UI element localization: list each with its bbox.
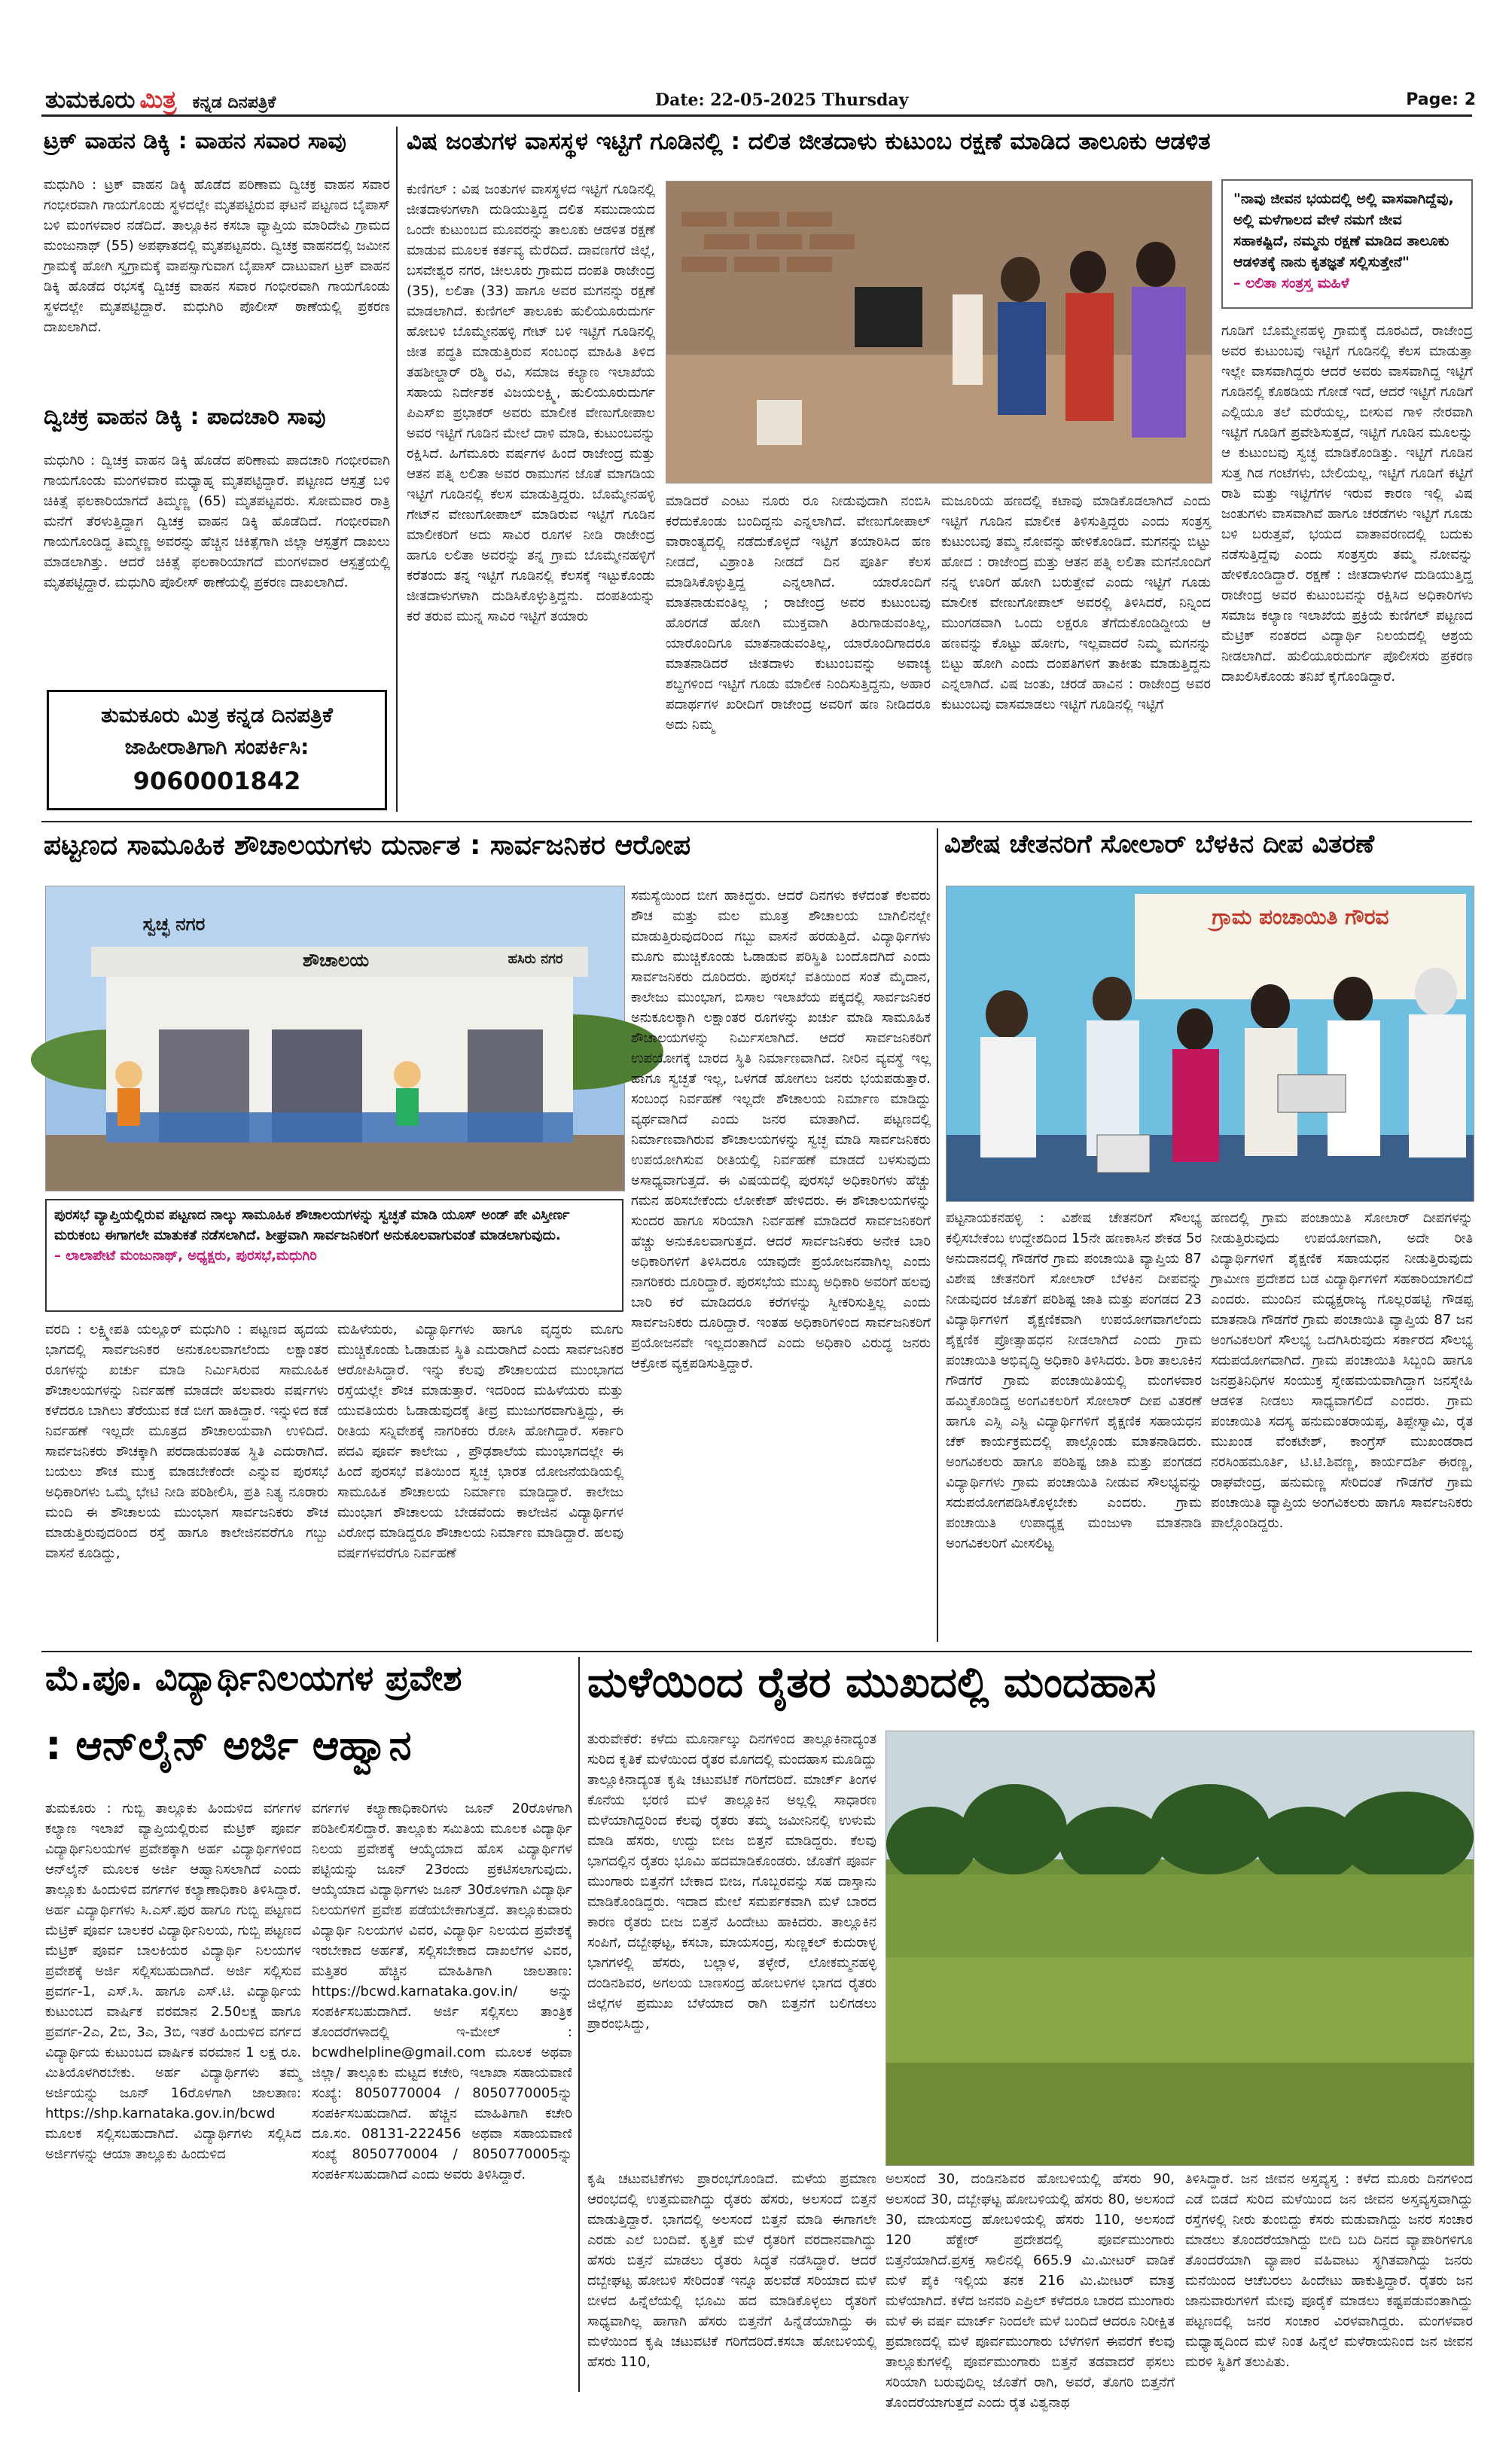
story1-quote: "ನಾವು ಜೀವನ ಭಯದಲ್ಲಿ ಅಲ್ಲಿ ವಾಸವಾಗಿದ್ದೆವು, ಅಲ್ಲಿ ಮಳೆಗಾಲದ ವೇಳೆ ನಮಗೆ ಜೀವ ಸಹಾಕಷ್ಟಿದೆ, ನಮ್ಮನು ರಕ್ಷಣೆ ಮಾಡಿದ ತಾಲೂಕು ಆಡಳಿತಕ್ಕೆ ನಾನು ಕೃತಜ್ಞತೆ ಸಲ್ಲಿಸುತ್ತೇನೆ" [1233, 191, 1454, 270]
story5-intro: ತುರುವೇಕೆರೆ: ಕಳೆದು ಮೂರ್ನಾಲ್ಕು ದಿನಗಳಿಂದ ತಾಲ್ಲೂಕಿನಾದ್ಯಂತ ಸುರಿದ ಕೃತಿಕೆ ಮಳೆಯಿಂದ ರೈತರ ಮೊಗದಲ್ಲಿ ಮಂದಹಾಸ ಮೂಡಿದ್ದು ತಾಲ್ಲೂಕಿನಾದ್ಯಂತ ಕೃಷಿ ಚಟುವಟಿಕೆ ಗರಿಗೆದರಿದೆ. ಮಾರ್ಚ್ ತಿಂಗಳ ಕೊನೆಯ ಭರಣಿ ಮಳೆ ತಾಲ್ಲೂಕಿನ ಅಲ್ಲಲ್ಲಿ ಸಾಧಾರಣ ಮಳೆಯಾಗಿದ್ದರಿಂದ ಕೆಲವು ರೈತರು ತಮ್ಮ ಜಮೀನಿನಲ್ಲಿ ಉಳುಮೆ ಮಾಡಿ ಹೆಸರು, ಉದ್ದು ಬೀಜ ಬಿತ್ತನೆ ಮಾಡಿದ್ದರು. ಕೆಲವು ಭಾಗದಲ್ಲಿನ ರೈತರು ಭೂಮಿ ಹದಮಾಡಿಕೊಂಡರು. ಜೊತೆಗೆ ಪೂರ್ವ ಮುಂಗಾರು ಬಿತ್ತನೆಗೆ ಬೇಕಾದ ಬೀಜ, ಗೊಬ್ಬರವನ್ನು ಸಹ ದಾಸ್ತಾನು ಮಾಡಿಕೊಂಡಿದ್ದರು. ಇದಾದ ಮೇಲೆ ಸಮರ್ಪಕವಾಗಿ ಮಳೆ ಬಾರದ ಕಾರಣ ರೈತರು ಬೀಜ ಬಿತ್ತನೆ ಹಿಂದೇಟು ಹಾಕಿದರು. ತಾಲ್ಲೂಕಿನ ಸಂಪಿಗೆ, ದಬ್ಬೇಘಟ್ಟ, ಕಸಬಾ, ಮಾಯಸಂದ್ರ, ಸುಣ್ಣಕಲ್ ಕುದುರಾಳ್ಳ ಭಾಗಗಳಲ್ಲಿ ಹೆಸರು, ಬಲ್ಲಾಳ, ತಳ್ಳೇರೆ, ಲೋಕಮ್ಮನಹಳ್ಳಿ ದಂಡಿನಶಿವರ, ಅಗಲಯ ಬಾಣಸಂದ್ರ ಹೋಬಳಿಗಳ ಭಾಗದ ರೈತರು ಜಿಲ್ಲೆಗಳ ಪ್ರಮುಖ ಬೆಳೆಯಾದ ರಾಗಿ ಬಿತ್ತನೆಗೆ ಬಲಿಗಡಲು ಪ್ರಾರಂಭಿಸಿದ್ದು, [587, 1731, 876, 2032]
story4-col1: ತುಮಕೂರು : ಗುಬ್ಬಿ ತಾಲ್ಲೂಕು ಹಿಂದುಳಿದ ವರ್ಗಗಳ ಕಲ್ಯಾಣ ಇಲಾಖೆ ವ್ಯಾಪ್ತಿಯಲ್ಲಿರುವ ಮೆಟ್ರಿಕ್ ಪೂರ್ವ ವಿದ್ಯಾರ್ಥಿನಿಲಯಗಳ ಪ್ರವೇಶಕ್ಕಾಗಿ ಅರ್ಹ ವಿದ್ಯಾರ್ಥಿಗಳಿಂದ ಆನ್‌ಲೈನ್ ಮೂಲಕ ಅರ್ಜಿ ಆಹ್ವಾನಿಸಲಾಗಿದೆ ಎಂದು ತಾಲ್ಲೂಕು ಹಿಂದುಳಿದ ವರ್ಗಗಳ ಕಲ್ಯಾಣಾಧಿಕಾರಿ ತಿಳಿಸಿದ್ದಾರೆ. ಅರ್ಹ ವಿದ್ಯಾರ್ಥಿಗಳು ಸಿ.ಎಸ್.ಪುರ ಹಾಗೂ ಗುಬ್ಬಿ ಪಟ್ಟಣದ ಮೆಟ್ರಿಕ್ ಪೂರ್ವ ಬಾಲಕರ ವಿದ್ಯಾರ್ಥಿನಿಲಯ, ಗುಬ್ಬಿ ಪಟ್ಟಣದ ಮೆಟ್ರಿಕ್ ಪೂರ್ವ ಬಾಲಕಿಯರ ವಿದ್ಯಾರ್ಥಿ ನಿಲಯಗಳ ಪ್ರವೇಶಕ್ಕೆ ಅರ್ಜಿ ಸಲ್ಲಿಸಬಹುದಾಗಿದೆ. ಅರ್ಜಿ ಸಲ್ಲಿಸುವ ಪ್ರವರ್ಗ-1, ಎಸ್.ಸಿ. ಹಾಗೂ ಎಸ್.ಟಿ. ವಿದ್ಯಾರ್ಥಿಯ ಕುಟುಂಬದ ವಾರ್ಷಿಕ ವರಮಾನ 2.50ಲಕ್ಷ ಹಾಗೂ ಪ್ರವರ್ಗ-2ಎ, 2ಬಿ, 3ಎ, 3ಬಿ, ಇತರೆ ಹಿಂದುಳಿದ ವರ್ಗದ ವಿದ್ಯಾರ್ಥಿಯ ಕುಟುಂಬದ ವಾರ್ಷಿಕ ವರಮಾನ 1 ಲಕ್ಷ ರೂ. ಮಿತಿಯೊಳಗಿರಬೇಕು. ಅರ್ಹ ವಿದ್ಯಾರ್ಥಿಗಳು ತಮ್ಮ ಅರ್ಜಿಯನ್ನು ಜೂನ್ 16ರೊಳಗಾಗಿ ಜಾಲತಾಣ: https://shp.karnataka.gov.in/bcwd ಮೂಲಕ ಸಲ್ಲಿಸಬಹುದಾಗಿದೆ. ವಿದ್ಯಾರ್ಥಿಗಳು ಸಲ್ಲಿಸಿದ ಅರ್ಜಿಗಳನ್ನು ಆಯಾ ತಾಲ್ಲೂಕು ಹಿಂದುಳಿದ [45, 1801, 301, 2162]
section-rule-1 [41, 821, 1472, 822]
story1-headline: ವಿಷ ಜಂತುಗಳ ವಾಸಸ್ಥಳ ಇಟ್ಟಿಗೆ ಗೂಡಿನಲ್ಲಿ : ದಲಿತ ಜೀತದಾಳು ಕುಟುಂಬ ರಕ್ಷಣೆ ಮಾಡಿದ ತಾಲೂಕು ಆಡಳಿತ [407, 128, 1211, 155]
ad-box [47, 690, 387, 810]
brick-kiln-scene-illustration [666, 181, 1212, 483]
story1-col1: ಕುಣಿಗಲ್ : ವಿಷ ಜಂತುಗಳ ವಾಸಸ್ಥಳದ ಇಟ್ಟಿಗೆ ಗೂಡಿನಲ್ಲಿ ಜೀತದಾಳುಗಳಾಗಿ ದುಡಿಯುತ್ತಿದ್ದ ದಲಿತ ಸಮುದಾಯದ ಒಂದೇ ಕುಟುಂಬದ ಮೂವರನ್ನು ತಾಲೂಕು ಆಡಳಿತ ರಕ್ಷಣೆ ಮಾಡುವ ಮೂಲಕ ಕರ್ತವ್ಯ ಮೆರೆದಿದೆ. ದಾವಣಗೆರೆ ಜಿಲ್ಲೆ, ಬಸವೇಶ್ವರ ನಗರ, ಚೀಲೂರು ಗ್ರಾಮದ ದಂಪತಿ ರಾಜೇಂದ್ರ (35), ಲಲಿತಾ (33) ಹಾಗೂ ಅವರ ಮಗನನ್ನು ರಕ್ಷಣೆ ಮಾಡಲಾಗಿದೆ. ಕುಣಿಗಲ್ ತಾಲೂಕು ಹುಲಿಯೂರುದುರ್ಗ ಹೋಬಳಿ ಬೊಮ್ಮೇನಹಳ್ಳಿ ಗೇಟ್ ಬಳಿ ಇಟ್ಟಿಗೆ ಗೂಡಿನಲ್ಲಿ ಜೀತ ಪದ್ಧತಿ ಮಾಡುತ್ತಿರುವ ಸಂಬಂಧ ಮಾಹಿತಿ ತಿಳಿದ ತಹಶೀಲ್ದಾರ್ ರಶ್ಮಿ ರವಿ, ಸಮಾಜ ಕಲ್ಯಾಣ ಇಲಾಖೆಯ ಸಹಾಯ ನಿರ್ದೇಶಕ ವಿಜಯಲಕ್ಷ್ಮಿ, ಹುಲಿಯೂರುದುರ್ಗ ಪಿಎಸ್‌ಐ ಪ್ರಭಾಕರ್ ಅವರು ಮಾಲೀಕ ವೇಣುಗೋಪಾಲ ಅವರ ಇಟ್ಟಿಗೆ ಗೂಡಿನ ಮೇಲೆ ದಾಳಿ ಮಾಡಿ, ಕುಟುಂಬವನ್ನು ರಕ್ಷಿಸಿದೆ. ಹಿಗೆಮೂರು ವರ್ಷಗಳ ಹಿಂದೆ ರಾಜೇಂದ್ರ ಮತ್ತು ಆತನ ಪತ್ನಿ ಲಲಿತಾ ಅವರ ರಾಮುಗನ ಜೊತೆ ಮಾಗಡಿಯ ಇಟ್ಟಿಗೆ ಗೂಡಿನಲ್ಲಿ ಕೆಲಸ ಮಾಡುತ್ತಿದ್ದರು. ಬೊಮ್ಮೇನಹಳ್ಳಿ ಗೇಟ್‌ನ ವೇಣುಗೋಪಾಲ್ ಮಾಡಿರುವ ಇಟ್ಟಿಗೆ ಗೂಡಿನ ಮಾಲೀಕರಿಗೆ ಅದು ಸಾವಿರ ರೂಗಳ ನೀಡಿ ರಾಜೇಂದ್ರ ಹಾಗೂ ಲಲಿತಾ ಅವರನ್ನು ತನ್ನ ಗ್ರಾಮ ಬೊಮ್ಮೇನಹಳ್ಳಿಗೆ ಕರೆತಂದು ತನ್ನ ಇಟ್ಟಿಗೆ ಗೂಡಿನಲ್ಲಿ ಕೆಲಸಕ್ಕೆ ಇಟ್ಟುಕೊಂಡು ಜೀತದಾಳುಗಳಾಗಿ ದುಡಿಸಿಕೊಳ್ಳುತ್ತಿದ್ದನು. ದಂಪತಿಯನ್ನು ಕರೆ ತರುವ ಮುನ್ನ ಸಾವಿರ ಇಟ್ಟಿಗೆ ತಯಾರು [407, 181, 655, 624]
story2-photo [45, 886, 625, 1191]
brief2-headline: ದ್ವಿಚಕ್ರ ವಾಹನ ಡಿಕ್ಕಿ : ಪಾದಚಾರಿ ಸಾವು [44, 404, 326, 430]
story4-headline-l1: ಮೆ.ಪೂ. ವಿದ್ಯಾರ್ಥಿನಿಲಯಗಳ ಪ್ರವೇಶ [45, 1658, 462, 1698]
toilet-sign-toilet: ಶೌಚಾಲಯ [302, 950, 370, 971]
masthead-tagline: ಕನ್ನಡ ದಿನಪತ್ರಿಕೆ [192, 93, 276, 112]
story2-caption: ಪುರಸಭೆ ವ್ಯಾಪ್ತಿಯಲ್ಲಿರುವ ಪಟ್ಟಣದ ನಾಲ್ಕು ಸಾಮೂಹಿಕ ಶೌಚಾಲಯಗಳನ್ನು ಸ್ವಚ್ಛತೆ ಮಾಡಿ ಯೂಸ್ ಅಂಡ್ ಪೇ ವಿಸ್ತೀರ್ಣ ಮರುಕಂಬ ಈಗಾಗಲೇ ಮಾತುಕತೆ ನಡೆಸಲಾಗಿದೆ. ಶೀಘ್ರವಾಗಿ ಸಾರ್ವಜನಿಕರಿಗೆ ಅನುಕೂಲವಾಗುವಂತೆ ಮಾಡಲಾಗುವುದು. [54, 1207, 570, 1243]
ad-line2: ಜಾಹೀರಾತಿಗಾಗಿ ಸಂಪರ್ಕಿಸಿ: [124, 734, 309, 759]
story3-banner: ಗ್ರಾಮ ಪಂಚಾಯಿತಿ ಗೌರವ [1212, 904, 1389, 929]
rain-fed-field-illustration [886, 1731, 1474, 2165]
masthead-rule [41, 114, 1472, 117]
story2-story3-divider [937, 828, 938, 1642]
story1-col2: ಮಾಡಿದರೆ ಎಂಟು ನೂರು ರೂ ನೀಡುವುದಾಗಿ ನಂಬಿಸಿ ಕರೆದುಕೊಂಡು ಬಂದಿದ್ದನು ಎನ್ನಲಾಗಿದೆ. ವೇಣುಗೋಪಾಲ್ ವಾರಾಂತ್ಯದಲ್ಲಿ ನಡೆದುಕೊಳ್ಳದೆ ಇಟ್ಟಿಗೆ ತಯಾರಿಸಿದ ಹಣ ನೀಡದೆ, ವಿಶ್ರಾಂತಿ ನೀಡದೆ ದಿನ ಪೂರ್ತಿ ಕೆಲಸ ಮಾಡಿಸಿಕೊಳ್ಳುತ್ತಿದ್ದ ಎನ್ನಲಾಗಿದೆ. ಯಾರೊಂದಿಗೆ ಮಾತನಾಡುವಂತಿಲ್ಲ ; ರಾಜೇಂದ್ರ ಅವರ ಕುಟುಂಬವು ಹೊರಗಡೆ ಹೋಗಿ ಮುಕ್ತವಾಗಿ ತಿರುಗಾಡುವಂತಿಲ್ಲ, ಯಾರೊಂದಿಗೂ ಮಾತನಾಡುವಂತಿಲ್ಲ, ಯಾರೊಂದಿಗಾದರೂ ಮಾತನಾಡಿದರೆ ಜೀತದಾಳು ಕುಟುಂಬವನ್ನು ಅವಾಚ್ಯ ಶಬ್ದಗಳಿಂದ ಇಟ್ಟಿಗೆ ಗೂಡು ಮಾಲೀಕ ನಿಂದಿಸುತ್ತಿದ್ದನು, ಅಹಾರ ಪದಾರ್ಥಗಳ ಖರೀದಿಗೆ ರಾಜೇಂದ್ರ ಅವರಿಗೆ ಹಣ ನೀಡಿದರೂ ಅದು ನಿಮ್ಮ [666, 493, 931, 733]
story1-col3: ಮಜೂರಿಯ ಹಣದಲ್ಲಿ ಕಟಾವು ಮಾಡಿಕೊಡಲಾಗಿದೆ ಎಂದು ಇಟ್ಟಿಗೆ ಗೂಡಿನ ಮಾಲೀಕ ತಿಳಿಸುತ್ತಿದ್ದರು ಎಂದು ಸಂತ್ರಸ್ತ ಕುಟುಂಬವು ತಮ್ಮ ನೋವನ್ನು ಹೇಳಿಕೊಂಡಿದೆ. ಮಗನನ್ನು ಬಿಟ್ಟು ಹೋದ : ರಾಜೇಂದ್ರ ಮತ್ತು ಆತನ ಪತ್ನಿ ಲಲಿತಾ ಮಗನೊಂದಿಗೆ ನನ್ನ ಊರಿಗೆ ಹೋಗಿ ಬರುತ್ತೇವೆ ಎಂದು ಇಟ್ಟಿಗೆ ಗೂಡು ಮಾಲೀಕ ವೇಣುಗೋಪಾಲ್ ಅವರಲ್ಲಿ ತಿಳಿಸಿದರೆ, ನಿನ್ನಿಂದ ಮುಂಗಡವಾಗಿ ಒಂದು ಲಕ್ಷರೂ ತೆಗೆದುಕೊಂಡಿದ್ದೀಯ ಆ ಹಣವನ್ನು ಕೊಟ್ಟು ಹೋಗು, ಇಲ್ಲವಾದರೆ ನಿಮ್ಮ ಮಗನನ್ನು ಬಿಟ್ಟು ಹೋಗಿ ಎಂದು ದಂಪತಿಗಳಿಗೆ ತಾಕೀತು ಮಾಡುತ್ತಿದ್ದನು ಎನ್ನಲಾಗಿದೆ. ವಿಷ ಜಂತು, ಚರಡೆ ಹಾವಿನ : ರಾಜೇಂದ್ರ ಅವರ ಕುಟುಂಬವು ವಾಸಮಾಡಲು ಇಟ್ಟಿಗೆ ಗೂಡಿನಲ್ಲಿ ಇಟ್ಟಿಗೆ [941, 493, 1211, 712]
story3-headline: ವಿಶೇಷ ಚೇತನರಿಗೆ ಸೋಲಾರ್ ಬೆಳಕಿನ ದೀಪ ವಿತರಣೆ [944, 829, 1375, 859]
ad-line1: ತುಮಕೂರು ಮಿತ್ರ ಕನ್ನಡ ದಿನಪತ್ರಿಕೆ [101, 703, 333, 727]
story4-story5-divider [578, 1657, 580, 2392]
section-rule-2 [41, 1651, 1472, 1652]
masthead-date: Date: 22-05-2025 Thursday [655, 90, 909, 110]
story2-headline: ಪಟ್ಟಣದ ಸಾಮೂಹಿಕ ಶೌಚಾಲಯಗಳು ದುರ್ನಾತ : ಸಾರ್ವಜನಿಕರ ಆರೋಪ [44, 830, 691, 861]
brief1-body: ಮಧುಗಿರಿ : ಟ್ರಕ್ ವಾಹನ ಡಿಕ್ಕಿ ಹೊಡೆದ ಪರಿಣಾಮ ದ್ವಿಚಕ್ರ ವಾಹನ ಸವಾರ ಗಂಭೀರವಾಗಿ ಗಾಯಗೊಂಡು ಸ್ಥಳದಲ್ಲೇ ಮೃತಪಟ್ಟಿರುವ ಘಟನೆ ಪಟ್ಟಣದ ಬೈಪಾಸ್ ಬಳಿ ಮಂಗಳವಾರ ನಡೆದಿದೆ. ತಾಲ್ಲೂಕಿನ ಕಸಬಾ ವ್ಯಾಪ್ತಿಯ ಮಾರಿದೇವಿ ಗ್ರಾಮದ ಮಂಜುನಾಥ್ (55) ಅಪಘಾತದಲ್ಲಿ ಮೃತಪಟ್ಟವರು. ದ್ವಿಚಕ್ರ ವಾಹನದಲ್ಲಿ ಜಮೀನ ಗ್ರಾಮಕ್ಕೆ ಹೋಗಿ ಸ್ವಗ್ರಾಮಕ್ಕೆ ವಾಪಸ್ಸಾಗುವಾಗ ಬೈಪಾಸ್ ದಾಟುವಾಗ ಟ್ರಕ್ ವಾಹನ ಡಿಕ್ಕಿ ಹೊಡೆದ ರಭಸಕ್ಕೆ ದ್ವಿಚಕ್ರ ವಾಹನ ಸವಾರ ಗಂಭೀರವಾಗಿ ಗಾಯಗೊಂಡು ಸ್ಥಳದಲ್ಲೇ ಮೃತಪಟ್ಟಿದ್ದಾರೆ. ಮಧುಗಿರಿ ಪೊಲೀಸ್ ಠಾಣೆಯಲ್ಲಿ ಪ್ರಕರಣ ದಾಖಲಾಗಿದೆ. [44, 177, 390, 335]
story4-headline-l2: : ಆನ್‌ಲೈನ್ ಅರ್ಜಿ ಆಹ್ವಾನ [45, 1722, 412, 1769]
story5-photo [886, 1731, 1474, 2166]
toilet-sign-green-city: ಹಸಿರು ನಗರ [508, 951, 563, 967]
story1-photo [666, 181, 1212, 483]
story2-caption-box [45, 1199, 623, 1312]
toilet-sign-clean-city: ಸ್ವಚ್ಛ ನಗರ [142, 913, 206, 935]
left-column-divider [396, 127, 398, 812]
masthead-name-b: ಮಿತ್ರ [139, 85, 177, 114]
story1-quote-box [1221, 179, 1473, 309]
story1-col4: ಗೂಡಿಗೆ ಬೊಮ್ಮೇನಹಳ್ಳಿ ಗ್ರಾಮಕ್ಕೆ ದೂರವಿದೆ, ರಾಜೇಂದ್ರ ಅವರ ಕುಟುಂಬವು ಇಟ್ಟಿಗೆ ಗೂಡಿನಲ್ಲಿ ಕೆಲಸ ಮಾಡುತ್ತಾ ಇಲ್ಲೇ ವಾಸವಾಗಿದ್ದರು ಆದರೆ ಅವರು ವಾಸವಾಗಿದ್ದ ಇಟ್ಟಿಗೆ ಗೂಡಿನಲ್ಲಿ ಕೊಠಡಿಯ ಗೋಡೆ ಇದೆ, ಆದರೆ ಇಟ್ಟಿಗೆ ಗೂಡಿಗೆ ಎಲ್ಲಿಯೂ ತಲೆ ಮರೆಯಲ್ಲ, ಬೀಸುವ ಗಾಳಿ ನೇರವಾಗಿ ಇಟ್ಟಿಗೆ ಗೂಡಿಗೆ ಪ್ರವೇಶಿಸುತ್ತದೆ, ಇಟ್ಟಿಗೆ ಗೂಡಿನ ಮೂಲನ್ನು ಆ ಕುಟುಂಬವು ಸ್ವಚ್ಛ ಮಾಡಿಕೊಂಡಿತ್ತು. ಇಟ್ಟಿಗೆ ಗೂಡಿನ ಸುತ್ತ ಗಿಡ ಗಂಟೆಗಳು, ಬೇಲಿಯಲ್ಲ, ಇಟ್ಟಿಗೆ ಗೂಡಿಗೆ ಕಟ್ಟಿಗೆ ರಾಶಿ ಮತ್ತು ಇಟ್ಟಿಗೆಗಳ ಇರುವ ಕಾರಣ ಇಲ್ಲಿ ವಿಷ ಜಂತುಗಳು ವಾಸವಾಗಿವೆ ಹಾಗೂ ಚರಡೆಗಳು ಇಟ್ಟಿಗೆ ಗೂಡು ಬಳಿ ಬರುತ್ತವೆ, ಭಯದ ವಾತಾವರಣದಲ್ಲಿ ಬದುಕು ನಡೆಸುತ್ತಿದ್ದೆವು ಎಂದು ಸಂತ್ರಸ್ತರು ತಮ್ಮ ನೋವನ್ನು ಹೇಳಿಕೊಂಡಿದ್ದಾರೆ. ರಕ್ಷಣೆ : ಜೀತದಾಳುಗಳ ದುಡಿಯುತ್ತಿದ್ದ ರಾಜೇಂದ್ರ ಅವರ ಕುಟುಂಬವನ್ನು ರಕ್ಷಿಸಿದ ಅಧಿಕಾರಿಗಳು ಸಮಾಜ ಕಲ್ಯಾಣ ಇಲಾಖೆಯ ಪ್ರಕ್ರಿಯೆ ಕುಣಿಗಲ್ ಪಟ್ಟಣದ ಮೆಟ್ರಿಕ್ ನಂತರದ ವಿದ್ಯಾರ್ಥಿ ನಿಲಯದಲ್ಲಿ ಆಶ್ರಯ ನೀಡಲಾಗಿದೆ. ಹುಲಿಯೂರುದುರ್ಗ ಪೊಲೀಸರು ಪ್ರಕರಣ ದಾಖಲಿಸಿಕೊಂಡು ತನಿಖೆ ಕೈಗೊಂಡಿದ್ದಾರೆ. [1221, 323, 1473, 685]
brief1-headline: ಟ್ರಕ್ ವಾಹನ ಡಿಕ್ಕಿ : ವಾಹನ ಸವಾರ ಸಾವು [44, 128, 346, 154]
story2-caption-by: – ಲಾಲಾಪೇಟೆ ಮಂಜುನಾಥ್, ಅಧ್ಯಕ್ಷರು, ಪುರಸಭೆ,ಮಧುಗಿರಿ [54, 1248, 317, 1264]
story5-col3: ತಿಳಿಸಿದ್ದಾರೆ. ಜನ ಜೀವನ ಅಸ್ತವ್ಯಸ್ತ : ಕಳೆದ ಮೂರು ದಿನಗಳಿಂದ ಎಡೆ ಬಿಡದೆ ಸುರಿದ ಮಳೆಯಿಂದ ಜನ ಜೀವನ ಅಸ್ತವ್ಯಸ್ತವಾಗಿದ್ದು ರಸ್ತೆಗಳಲ್ಲಿ ನೀರು ತುಂಬಿದ್ದು ಕೆಸರು ಮಡುವಾಗಿದ್ದು ಜನರ ಸಂಚಾರ ಮಾಡಲು ತೊಂದರೆಯಾಗಿದ್ದು ಬೀದಿ ಬದಿ ದಿನದ ವ್ಯಾಪಾರಿಗಳಿಗೂ ತೊಂದರೆಯಾಗಿ ವ್ಯಾಪಾರ ವಹಿವಾಟು ಸ್ಥಗಿತವಾಗಿದ್ದು ಜನರು ಮನೆಯಿಂದ ಆಚೆಬರಲು ಹಿಂದೇಟು ಹಾಕುತ್ತಿದ್ದಾರೆ. ರೈತರು ಜನ ಜಾನುವಾರುಗಳಿಗೆ ಮೇವು ಪೂರೈಕೆ ಮಾಡಲು ಕಷ್ಟಪಡುವಂತಾಗಿದ್ದು ಪಟ್ಟಣದಲ್ಲಿ ಜನರ ಸಂಚಾರ ವಿರಳವಾಗಿದ್ದರು. ಮಂಗಳವಾರ ಮಧ್ಯಾಹ್ನದಿಂದ ಮಳೆ ನಿಂತ ಹಿನ್ನೆಲೆ ಮಳೆರಾಯನಿಂದ ಜನ ಜೀವನ ಮರಳಿ ಸ್ಥಿತಿಗೆ ತಲುಪಿತು. [1185, 2171, 1473, 2370]
masthead-name-a: ತುಮಕೂರು [45, 85, 136, 114]
story5-col1: ಕೃಷಿ ಚಟುವಟಿಕೆಗಳು ಪ್ರಾರಂಭಗೊಂಡಿದೆ. ಮಳೆಯ ಪ್ರಮಾಣ ಆರಂಭದಲ್ಲಿ ಉತ್ತಮವಾಗಿದ್ದು ರೈತರು ಹೆಸರು, ಅಲಸಂದೆ ಬಿತ್ತನೆ ಮಾಡುತ್ತಿದ್ದಾರೆ. ಭಾಗದಲ್ಲಿ ಅಲಸಂದೆ ಬಿತ್ತನೆ ಮಾಡಿ ಈಗಾಗಲೇ ಎರಡು ಎಲೆ ಬಂದಿವೆ. ಕೃತ್ತಿಕೆ ಮಳೆ ರೈತರಿಗೆ ವರದಾನವಾಗಿದ್ದು ಹೆಸರು ಬಿತ್ತನೆ ಮಾಡಲು ರೈತರು ಸಿದ್ಧತೆ ನಡೆಸಿದ್ದಾರೆ. ಆದರೆ ದಬ್ಬೇಘಟ್ಟ ಹೋಬಳಿ ಸೇರಿದಂತೆ ಇನ್ನೂ ಹಲವೆಡೆ ಸರಿಯಾದ ಮಳೆ ಬೀಳದ ಹಿನ್ನೆಲೆಯಲ್ಲಿ ಭೂಮಿ ಹದ ಮಾಡಿಕೊಳ್ಳಲು ರೈತರಿಗೆ ಸಾಧ್ಯವಾಗಿಲ್ಲ ಹಾಗಾಗಿ ಹೆಸರು ಬಿತ್ತನೆಗೆ ಹಿನ್ನೆಡೆಯಾಗಿದ್ದು ಈ ಮಳೆಯಿಂದ ಕೃಷಿ ಚಟುವಟಿಕೆ ಗರಿಗೆದರಿದೆ.ಕಸಬಾ ಹೋಬಳಿಯಲ್ಲಿ ಹೆಸರು 110, [587, 2171, 876, 2370]
story2-col2: ಮಹಿಳೆಯರು, ವಿದ್ಯಾರ್ಥಿಗಳು ಹಾಗೂ ವೃದ್ಧರು ಮೂಗು ಮುಚ್ಚಿಕೊಂಡು ಓಡಾಡುವ ಸ್ಥಿತಿ ಎದುರಾಗಿದೆ ಎಂದು ಸಾರ್ವಜನಿಕರ ಆರೋಪಿಸಿದ್ದಾರೆ. ಇನ್ನು ಕೆಲವು ಶೌಚಾಲಯದ ಮುಂಭಾಗದ ರಸ್ತೆಯಲ್ಲೇ ಶೌಚ ಮಾಡುತ್ತಾರೆ. ಇದರಿಂದ ಮಹಿಳೆಯರು ಮತ್ತು ಯುವತಿಯರು ಓಡಾಡುವುದಕ್ಕೆ ತೀವ್ರ ಮುಜುಗರವಾಗುತ್ತಿದ್ದು, ಈ ರೀತಿಯ ಸನ್ನಿವೇಶಕ್ಕೆ ನಾಗರಿಕರು ರೋಸಿ ಹೋಗಿದ್ದಾರೆ. ಸರ್ಕಾರಿ ಪದವಿ ಪೂರ್ವ ಕಾಲೇಜು , ಪ್ರೌಢಶಾಲೆಯ ಮುಂಭಾಗದಲ್ಲೇ ಈ ಹಿಂದೆ ಪುರಸಭೆ ವತಿಯಿಂದ ಸ್ವಚ್ಛ ಭಾರತ ಯೋಜನೆಯಡಿಯಲ್ಲಿ ಸಾಮೂಹಿಕ ಶೌಚಾಲಯ ನಿರ್ಮಾಣ ಮಾಡಿದ್ದಾರೆ. ಕಾಲೇಜು ಮುಂಭಾಗ ಶೌಚಾಲಯ ಬೇಡವೆಂದು ಕಾಲೇಜಿನ ವಿದ್ಯಾರ್ಥಿಗಳ ವಿರೋಧ ಮಾಡಿದ್ದರೂ ಶೌಚಾಲಯ ನಿರ್ಮಾಣ ಮಾಡಿದ್ದಾರೆ. ಹಲವು ವರ್ಷಗಳವರೆಗೂ ನಿರ್ವಹಣೆ [337, 1322, 623, 1561]
story5-headline: ಮಳೆಯಿಂದ ರೈತರ ಮುಖದಲ್ಲಿ ಮಂದಹಾಸ [587, 1658, 1157, 1707]
story1-quote-by: – ಲಲಿತಾ ಸಂತ್ರಸ್ತ ಮಹಿಳೆ [1233, 275, 1349, 291]
story2-col3: ಸಮಸ್ಯೆಯಿಂದ ಬೀಗ ಹಾಕಿದ್ದರು. ಆದರೆ ದಿನಗಳು ಕಳೆದಂತೆ ಕೆಲವರು ಶೌಚ ಮತ್ತು ಮಲ ಮೂತ್ರ ಶೌಚಾಲಯ ಬಾಗಿಲಿನಲ್ಲೇ ಮಾಡುತ್ತಿರುವುದರಿಂದ ಗಬ್ಬು ವಾಸನೆ ಹರಡುತ್ತಿದೆ. ವಿದ್ಯಾರ್ಥಿಗಳು ಮೂಗು ಮುಚ್ಚಿಕೊಂಡು ಓಡಾಡುವ ಪರಿಸ್ಥಿತಿ ಬಂದೊದಗಿದೆ ಎಂದು ಸಾರ್ವಜನಿಕರು ದೂರಿದರು. ಪುರಸಭೆ ವತಿಯಿಂದ ಸಂತೆ ಮೈದಾನ, ಕಾಲೇಜು ಮುಂಭಾಗ, ಬಿಸಾಲ ಇಲಾಖೆಯ ಪಕ್ಕದಲ್ಲಿ ಸಾರ್ವಜನಿಕರ ಅನುಕೂಲಕ್ಕಾಗಿ ಲಕ್ಷಾಂತರ ರೂಗಳನ್ನು ಖರ್ಚು ಮಾಡಿ ಸಾಮೂಹಿಕ ಶೌಚಾಲಯಗಳನ್ನು ನಿರ್ಮಿಸಲಾಗಿದೆ. ಆದರೆ ಸಾರ್ವಜನಿಕರಿಗೆ ಉಪಯೋಗಕ್ಕೆ ಬಾರದ ಸ್ಥಿತಿ ನಿರ್ಮಾಣವಾಗಿದೆ. ನೀರಿನ ವ್ಯವಸ್ಥೆ ಇಲ್ಲ ಹಾಗೂ ಸ್ವಚ್ಛತೆ ಇಲ್ಲ, ಒಳಗಡೆ ಹೋಗಲು ಜನರು ಭಯಪಡುತ್ತಾರೆ. ಸಂಬಂಧ ನಿರ್ವಹಣೆ ಇಲ್ಲದೇ ಶೌಚಾಲಯ ನಿರ್ಮಾಣ ಮಾಡಿದ್ದು ವ್ಯರ್ಥವಾಗಿದೆ ಎಂದು ಜನರ ಮಾತಾಗಿದೆ. ಪಟ್ಟಣದಲ್ಲಿ ನಿರ್ಮಾಣವಾಗಿರುವ ಶೌಚಾಲಯಗಳನ್ನು ಸ್ವಚ್ಛ ಮಾಡಿ ಸಾರ್ವಜನಿಕರು ಉಪಯೋಗಿಸುವ ರೀತಿಯಲ್ಲಿ ನಿರ್ವಹಣೆ ಮಾಡದೆ ಬಳಸುವುದು ಅಸಾಧ್ಯವಾಗುತ್ತದೆ. ಈ ವಿಷಯದಲ್ಲಿ ಪುರಸಭೆ ಅಧಿಕಾರಿಗಳು ಹೆಚ್ಚು ಗಮನ ಹರಿಸಬೇಕೆಂದು ಲೋಕೇಶ್ ಹೇಳಿದರು. ಈ ಶೌಚಾಲಯಗಳನ್ನು ಸುಂದರ ಹಾಗೂ ಸರಿಯಾಗಿ ನಿರ್ವಹಣೆ ಮಾಡಿದರೆ ಸಾರ್ವಜನಿಕರಿಗೆ ಹೆಚ್ಚು ಅನುಕೂಲವಾಗುತ್ತದೆ. ಆದರೆ ಸಾರ್ವಜನಿಕರು ಅನೇಕ ಬಾರಿ ಅಧಿಕಾರಿಗಳಿಗೆ ತಿಳಿಸಿದರೂ ಯಾವುದೇ ಪ್ರಯೋಜನವಾಗಿಲ್ಲ ಎಂದು ನಾಗರಿಕರು ದೂರಿದ್ದಾರೆ. ಪುರಸಭೆಯ ಮುಖ್ಯ ಅಧಿಕಾರಿ ಅವರಿಗೆ ಹಲವು ಬಾರಿ ಕರೆ ಮಾಡಿದರೂ ಕರೆಗಳನ್ನು ಸ್ವೀಕರಿಸುತ್ತಿಲ್ಲ ಎಂದು ಸಾರ್ವಜನಿಕರು ದೂರಿದ್ದಾರೆ. ಇಂತಹ ಅಧಿಕಾರಿಗಳಿಂದ ಸಾರ್ವಜನಿಕರಿಗೆ ಪ್ರಯೋಜನವೇ ಇಲ್ಲದಂತಾಗಿದೆ ಎಂದು ಅಧಿಕಾರಿ ವಿರುದ್ಧ ಜನರು ಆಕ್ರೋಶ ವ್ಯಕ್ತಪಡಿಸುತ್ತಿದ್ದಾರೆ. [631, 888, 931, 1371]
story4-col2: ವರ್ಗಗಳ ಕಲ್ಯಾಣಾಧಿಕಾರಿಗಳು ಜೂನ್ 20ರೊಳಗಾಗಿ ಪರಿಶೀಲಿಸಲಿದ್ದಾರೆ. ತಾಲ್ಲೂಕು ಸಮಿತಿಯ ಮೂಲಕ ವಿದ್ಯಾರ್ಥಿ ನಿಲಯ ಪ್ರವೇಶಕ್ಕೆ ಆಯ್ಕೆಯಾದ ಹೊಸ ವಿದ್ಯಾರ್ಥಿಗಳ ಪಟ್ಟಿಯನ್ನು ಜೂನ್ 23ರಂದು ಪ್ರಕಟಿಸಲಾಗುವುದು. ಆಯ್ಕೆಯಾದ ವಿದ್ಯಾರ್ಥಿಗಳು ಜೂನ್ 30ರೊಳಗಾಗಿ ವಿದ್ಯಾರ್ಥಿ ನಿಲಯಗಳಿಗೆ ಪ್ರವೇಶ ಪಡೆಯಬೇಕಾಗುತ್ತದೆ. ತಾಲ್ಲೂಕುವಾರು ವಿದ್ಯಾರ್ಥಿ ನಿಲಯಗಳ ವಿವರ, ವಿದ್ಯಾರ್ಥಿ ನಿಲಯದ ಪ್ರವೇಶಕ್ಕೆ ಇರಬೇಕಾದ ಅರ್ಹತೆ, ಸಲ್ಲಿಸಬೇಕಾದ ದಾಖಲೆಗಳ ವಿವರ, ಮತ್ತಿತರ ಹೆಚ್ಚಿನ ಮಾಹಿತಿಗಾಗಿ ಜಾಲತಾಣ: https://bcwd.karnataka.gov.in/ ಅನ್ನು ಸಂಪರ್ಕಿಸಬಹುದಾಗಿದೆ. ಅರ್ಜಿ ಸಲ್ಲಿಸಲು ತಾಂತ್ರಿಕ ತೊಂದರೆಗಳಾದಲ್ಲಿ ಇ-ಮೇಲ್ : bcwdhelpline@gmail.com ಮೂಲಕ ಅಥವಾ ಜಿಲ್ಲಾ/ ತಾಲ್ಲೂಕು ಮಟ್ಟದ ಕಚೇರಿ, ಇಲಾಖಾ ಸಹಾಯವಾಣಿ ಸಂಖ್ಯೆ: 8050770004 / 8050770005ನ್ನು ಸಂಪರ್ಕಿಸಬಹುದಾಗಿದೆ. ಹೆಚ್ಚಿನ ಮಾಹಿತಿಗಾಗಿ ಕಚೇರಿ ದೂ.ಸಂ. 08131-222456 ಅಥವಾ ಸಹಾಯವಾಣಿ ಸಂಖ್ಯೆ 8050770004 / 8050770005ನ್ನು ಸಂಪರ್ಕಿಸಬಹುದಾಗಿದೆ ಎಂದು ಅವರು ತಿಳಿಸಿದ್ದಾರೆ. [312, 1801, 572, 2182]
masthead [0, 0, 1512, 114]
story3-col1: ಪಟ್ಟನಾಯಕನಹಳ್ಳಿ : ವಿಶೇಷ ಚೇತನರಿಗೆ ಸೌಲಭ್ಯ ಕಲ್ಪಿಸಬೇಕೆಂಬ ಉದ್ದೇಶದಿಂದ 15ನೇ ಹಣಕಾಸಿನ ಶೇಕಡ 5ರ ಅನುದಾನದಲ್ಲಿ ಗೌಡಗೆರೆ ಗ್ರಾಮ ಪಂಚಾಯಿತಿ ವ್ಯಾಪ್ತಿಯ 87 ವಿಶೇಷ ಚೇತನರಿಗೆ ಸೋಲಾರ್ ಬೆಳಕಿನ ದೀಪವನ್ನು ನೀಡುವುದರ ಜೊತೆಗೆ ಪರಿಶಿಷ್ಟ ಜಾತಿ ಮತ್ತು ಪಂಗಡದ 23 ವಿದ್ಯಾರ್ಥಿಗಳಿಗೆ ಶೈಕ್ಷಣಿಕವಾಗಿ ಉಪಯೋಗವಾಗಲೆಂದು ಶೈಕ್ಷಣಿಕ ಪ್ರೋತ್ಸಾಹಧನ ನೀಡಲಾಗಿದೆ ಎಂದು ಗ್ರಾಮ ಪಂಚಾಯಿತಿ ಅಭಿವೃದ್ಧಿ ಅಧಿಕಾರಿ ತಿಳಿಸಿದರು. ಶಿರಾ ತಾಲೂಕಿನ ಗೌಡಗೆರೆ ಗ್ರಾಮ ಪಂಚಾಯಿತಿಯಲ್ಲಿ ಮಂಗಳವಾರ ಹಮ್ಮಿಕೊಂಡಿದ್ದ ಅಂಗವಿಕಲರಿಗೆ ಸೋಲಾರ್ ದೀಪ ವಿತರಣೆ ಹಾಗೂ ಎಸ್ಸಿ ಎಸ್ಟಿ ವಿದ್ಯಾರ್ಥಿಗಳಿಗೆ ಶೈಕ್ಷಣಿಕ ಸಹಾಯಧನ ಚೆಕ್ ಕಾರ್ಯಕ್ರಮದಲ್ಲಿ ಪಾಲ್ಗೊಂಡು ಮಾತನಾಡಿದರು. ಅಂಗವಿಕಲರು ಹಾಗೂ ಪರಿಶಿಷ್ಟ ಜಾತಿ ಮತ್ತು ಪಂಗಡದ ವಿದ್ಯಾರ್ಥಿಗಳು ಗ್ರಾಮ ಪಂಚಾಯಿತಿ ನೀಡುವ ಸೌಲಭ್ಯವನ್ನು ಸದುಪಯೋಗಪಡಿಸಿಕೊಳ್ಳಬೇಕು ಎಂದರು. ಗ್ರಾಮ ಪಂಚಾಯಿತಿ ಉಪಾಧ್ಯಕ್ಷ ಮಂಜುಳಾ ಮಾತನಾಡಿ ಅಂಗವಿಕಲರಿಗೆ ಮೀಸಲಿಟ್ಟ [946, 1210, 1202, 1551]
story3-photo [946, 886, 1474, 1202]
masthead-logo [45, 84, 497, 114]
story2-col1: ವರದಿ : ಲಕ್ಷ್ಮೀಪತಿ ಯಲ್ಲೂರ್ ಮಧುಗಿರಿ : ಪಟ್ಟಣದ ಹೃದಯ ಭಾಗದಲ್ಲಿ ಸಾರ್ವಜನಿಕರ ಅನುಕೂಲವಾಗಲೆಂದು ಲಕ್ಷಾಂತರ ರೂಗಳನ್ನು ಖರ್ಚು ಮಾಡಿ ನಿರ್ಮಿಸಿರುವ ಸಾಮೂಹಿಕ ಶೌಚಾಲಯಗಳನ್ನು ನಿರ್ವಹಣೆ ಮಾಡದೇ ಹಲವಾರು ವರ್ಷಗಳು ಕಳೆದರೂ ಬಾಗಿಲು ತೆರೆಯುವ ಕಡೆ ಬೀಗ ಹಾಕಿದ್ದಾರೆ. ಇನ್ನುಳಿದ ಕಡೆ ನಿರ್ವಹಣೆ ಇಲ್ಲದೇ ಮೂತ್ರದ ಶೌಚಾಲಯವಾಗಿ ಉಳಿದಿದೆ. ಸಾರ್ವಜನಿಕರು ಶೌಚಕ್ಕಾಗಿ ಪರದಾಡುವಂತಹ ಸ್ಥಿತಿ ಎದುರಾಗಿದೆ. ಬಯಲು ಶೌಚ ಮುಕ್ತ ಮಾಡಬೇಕೆಂದೇ ಎನ್ನುವ ಪುರಸಭೆ ಅಧಿಕಾರಿಗಳು ಒಮ್ಮೆ ಭೇಟಿ ನೀಡಿ ಪರಿಶೀಲಿಸಿ, ಪ್ರತಿ ನಿತ್ಯ ನೂರಾರು ಮಂದಿ ಈ ಶೌಚಾಲಯ ಮುಂಭಾಗ ಸಾರ್ವಜನಿಕರು ಶೌಚ ಮಾಡುತ್ತಿರುವುದರಿಂದ ರಸ್ತೆ ಹಾಗೂ ಕಾಲೇಜಿನವರೆಗೂ ಗಬ್ಬು ವಾಸನೆ ಕೂಡಿದ್ದು, [45, 1322, 328, 1561]
brief2-body: ಮಧುಗಿರಿ : ದ್ವಿಚಕ್ರ ವಾಹನ ಡಿಕ್ಕಿ ಹೊಡೆದ ಪರಿಣಾಮ ಪಾದಚಾರಿ ಗಂಭೀರವಾಗಿ ಗಾಯಗೊಂಡು ಮಂಗಳವಾರ ಮಧ್ಯಾಹ್ನ ಮೃತಪಟ್ಟಿದ್ದಾರೆ. ಪಟ್ಟಣದ ಆಸ್ಪತ್ರೆ ಬಳಿ ಚಿಕಿತ್ಸೆ ಫಲಕಾರಿಯಾಗದೆ ತಿಮ್ಮಣ್ಣ (65) ಮೃತಪಟ್ಟವರು. ಸೋಮವಾರ ರಾತ್ರಿ ಮನೆಗೆ ತೆರಳುತ್ತಿದ್ದಾಗ ದ್ವಿಚಕ್ರ ವಾಹನ ಡಿಕ್ಕಿ ಹೊಡೆದಿದೆ. ಗಂಭೀರವಾಗಿ ಗಾಯಗೊಂಡಿದ್ದ ತಿಮ್ಮಣ್ಣ ಅವರನ್ನು ಹೆಚ್ಚಿನ ಚಿಕಿತ್ಸೆಗಾಗಿ ಜಿಲ್ಲಾ ಆಸ್ಪತ್ರೆಗೆ ದಾಖಲು ಮಾಡಲಾಗಿತ್ತು. ಆದರೆ ಚಿಕಿತ್ಸೆ ಫಲಕಾರಿಯಾಗದೆ ಮಂಗಳವಾರ ಆಸ್ಪತ್ರೆಯಲ್ಲಿ ಮೃತಪಟ್ಟಿದ್ದಾರೆ. ಮಧುಗಿರಿ ಪೊಲೀಸ್ ಠಾಣೆಯಲ್ಲಿ ಪ್ರಕರಣ ದಾಖಲಾಗಿದೆ. [44, 453, 390, 590]
story3-col2: ಹಣದಲ್ಲಿ ಗ್ರಾಮ ಪಂಚಾಯಿತಿ ಸೋಲಾರ್ ದೀಪಗಳನ್ನು ನೀಡುತ್ತಿರುವುದು ಉಪಯೋಗವಾಗಿ, ಅದೇ ರೀತಿ ವಿದ್ಯಾರ್ಥಿಗಳಿಗೆ ಶೈಕ್ಷಣಿಕ ಸಹಾಯಧನ ನೀಡುತ್ತಿರುವುದು ಗ್ರಾಮೀಣ ಪ್ರದೇಶದ ಬಡ ವಿದ್ಯಾರ್ಥಿಗಳಿಗೆ ಸಹಕಾರಿಯಾಗಲಿದೆ ಎಂದರು. ಮುಂದಿನ ಮಧ್ಯಕ್ಷರಾಜ್ಯ ಗೊಲ್ಲರಹಟ್ಟಿ ಗೌಡಪ್ಪ ಮಾತನಾಡಿ ಗೌಡಗೆರೆ ಗ್ರಾಮ ಪಂಚಾಯಿತಿ ವ್ಯಾಪ್ತಿಯ 87 ಜನ ಅಂಗವಿಕಲರಿಗೆ ಸೌಲಭ್ಯ ಒದಗಿಸಿರುವುದು ಸರ್ಕಾರದ ಸೌಲಭ್ಯ ಸದುಪಯೋಗವಾಗಿದೆ. ಗ್ರಾಮ ಪಂಚಾಯಿತಿ ಸಿಬ್ಬಂದಿ ಹಾಗೂ ಜನಪ್ರತಿನಿಧಿಗಳ ಸಂಯುಕ್ತ ಸ್ನೇಹಮಯವಾಗಿದ್ದಾಗ ಜನಸ್ನೇಹಿ ಆಡಳಿತ ನೀಡಲು ಸಾಧ್ಯವಾಗಲಿದೆ ಎಂದರು. ಗ್ರಾಮ ಪಂಚಾಯಿತಿ ಸದಸ್ಯ ಹನುಮಂತರಾಯಪ್ಪ, ತಿಪ್ಪೇಸ್ವಾಮಿ, ರೈತ ಮುಖಂಡ ವೆಂಕಟೇಶ್, ಕಾಂಗ್ರೆಸ್ ಮುಖಂಡರಾದ ನರಸಿಂಹಮೂರ್ತಿ, ಟಿ.ಟಿ.ಶಿವಣ್ಣ, ಕಾರ್ಯದರ್ಶಿ ಈರಣ್ಣ, ರಾಘವೇಂದ್ರ, ಹನುಮಣ್ಣ ಸೇರಿದಂತೆ ಗೌಡಗೆರೆ ಗ್ರಾಮ ಪಂಚಾಯಿತಿ ವ್ಯಾಪ್ತಿಯ ಅಂಗವಿಕಲರು ಹಾಗೂ ಸಾರ್ವಜನಿಕರು ಪಾಲ್ಗೊಂಡಿದ್ದರು. [1211, 1210, 1473, 1531]
story5-col2: ಅಲಸಂದೆ 30, ದಂಡಿನಶಿವರ ಹೋಬಳಿಯಲ್ಲಿ ಹೆಸರು 90, ಅಲಸಂದೆ 30, ದಬ್ಬೇಘಟ್ಟ ಹೋಬಳಿಯಲ್ಲಿ ಹೆಸರು 80, ಅಲಸಂದೆ 30, ಮಾಯಸಂದ್ರ ಹೋಬಳಿಯಲ್ಲಿ ಹೆಸರು 110, ಅಲಸಂದೆ 120 ಹೆಕ್ಟೇರ್ ಪ್ರದೇಶದಲ್ಲಿ ಪೂರ್ವಮುಂಗಾರು ಬಿತ್ತನೆಯಾಗಿದೆ.ಪ್ರಸಕ್ತ ಸಾಲಿನಲ್ಲಿ 665.9 ಮಿ.ಮೀಟರ್ ವಾಡಿಕೆ ಮಳೆ ಪೈಕಿ ಇಲ್ಲಿಯ ತನಕ 216 ಮಿ.ಮೀಟರ್ ಮಾತ್ರ ಮಳೆಯಾಗಿದೆ. ಕಳೆದ ಜನವರಿ ಎಪ್ರಿಲ್ ಕಳೆದರೂ ಬಾರದ ಮುಂಗಾರು ಮಳೆ ಈ ವರ್ಷ ಮಾರ್ಚ್ ನಿಂದಲೇ ಮಳೆ ಬಂದಿದೆ ಆದರೂ ನಿರೀಕ್ಷಿತ ಪ್ರಮಾಣದಲ್ಲಿ ಮಳೆ ಪೂರ್ವಮುಂಗಾರು ಬೆಳೆಗಳಿಗೆ ಈವರೆಗೆ ಕೆಲವು ತಾಲ್ಲೂಕುಗಳಲ್ಲಿ ಪೂರ್ವಮುಂಗಾರು ಬಿತ್ತನೆ ತಡವಾದರೆ ಫಸಲು ಸರಿಯಾಗಿ ಬರುವುದಿಲ್ಲ ಜೊತೆಗೆ ರಾಗಿ, ಅವರೆ, ತೊಗರಿ ಬಿತ್ತನೆಗೆ ತೊಂದರೆಯಾಗುತ್ತದೆ ಎಂದು ರೈತ ವಿಶ್ವನಾಥ [886, 2171, 1175, 2411]
masthead-page: Page: 2 [1406, 90, 1476, 109]
ad-phone: 9060001842 [133, 767, 301, 795]
